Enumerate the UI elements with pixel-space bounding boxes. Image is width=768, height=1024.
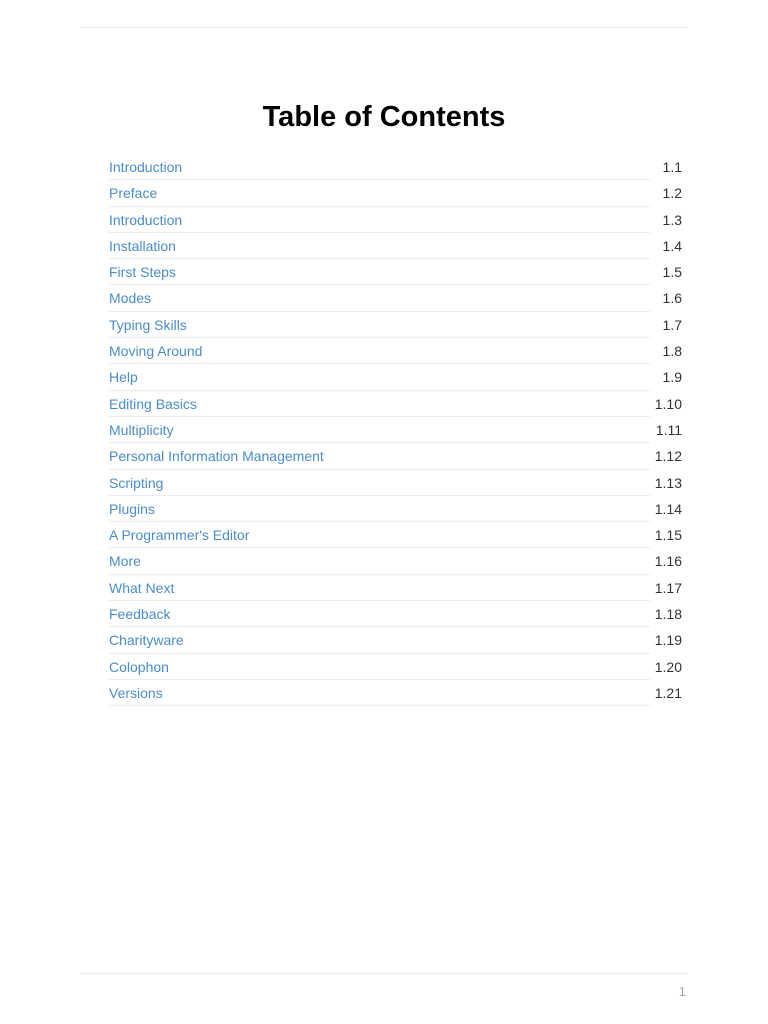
toc-number: 1.18 xyxy=(654,606,682,623)
toc-entry xyxy=(109,627,684,653)
toc-entry xyxy=(109,496,684,522)
toc-link[interactable]: More xyxy=(109,553,141,570)
toc-entry xyxy=(109,338,684,364)
toc-number: 1.6 xyxy=(662,290,682,307)
table-of-contents xyxy=(109,154,684,706)
toc-entry xyxy=(109,285,684,311)
toc-entry xyxy=(109,364,684,390)
toc-entry xyxy=(109,391,684,417)
toc-link[interactable]: Feedback xyxy=(109,606,171,623)
toc-link[interactable]: Scripting xyxy=(109,474,164,491)
toc-link[interactable]: Installation xyxy=(109,237,176,254)
toc-link[interactable]: Multiplicity xyxy=(109,421,174,438)
header-divider xyxy=(80,27,688,28)
toc-link[interactable]: Introduction xyxy=(109,159,183,175)
toc-number: 1.5 xyxy=(662,264,682,281)
toc-number: 1.7 xyxy=(662,316,682,333)
toc-link[interactable]: Versions xyxy=(109,684,163,701)
toc-number: 1.12 xyxy=(654,448,682,465)
toc-number: 1.21 xyxy=(654,684,682,701)
toc-number: 1.20 xyxy=(654,658,682,675)
toc-number: 1.13 xyxy=(654,474,682,491)
toc-entry xyxy=(109,154,684,180)
footer-divider xyxy=(80,973,688,974)
toc-number: 1.2 xyxy=(662,185,682,202)
toc-link[interactable]: Introduction xyxy=(109,211,183,228)
toc-number: 1.19 xyxy=(654,632,682,649)
toc-number: 1.4 xyxy=(662,237,682,254)
page-number: 1 xyxy=(678,984,686,999)
toc-link[interactable]: What Next xyxy=(109,579,175,596)
toc-entry xyxy=(109,417,684,443)
toc-entry xyxy=(109,680,684,706)
toc-entry xyxy=(109,548,684,574)
toc-number: 1.10 xyxy=(654,395,682,412)
toc-link[interactable]: First Steps xyxy=(109,264,176,281)
toc-entry xyxy=(109,601,684,627)
toc-entry xyxy=(109,259,684,285)
toc-number: 1.9 xyxy=(662,369,682,386)
toc-number: 1.3 xyxy=(662,211,682,228)
toc-link[interactable]: Personal Information Management xyxy=(109,448,324,465)
toc-entry xyxy=(109,443,684,469)
toc-link[interactable]: A Programmer's Editor xyxy=(109,527,250,544)
toc-number: 1.11 xyxy=(655,421,682,438)
toc-link[interactable]: Moving Around xyxy=(109,343,203,360)
toc-number: 1.16 xyxy=(654,553,682,570)
toc-entry xyxy=(109,207,684,233)
toc-link[interactable]: Editing Basics xyxy=(109,395,197,412)
toc-link[interactable]: Help xyxy=(109,369,138,386)
toc-link[interactable]: Preface xyxy=(109,185,158,202)
toc-link[interactable]: Charityware xyxy=(109,632,184,649)
toc-entry xyxy=(109,180,684,206)
toc-entry xyxy=(109,233,684,259)
toc-link[interactable]: Plugins xyxy=(109,500,155,517)
toc-divider xyxy=(109,705,650,706)
toc-entry xyxy=(109,312,684,338)
toc-number: 1.15 xyxy=(654,527,682,544)
toc-number: 1.8 xyxy=(662,343,682,360)
toc-number: 1.17 xyxy=(654,579,682,596)
toc-entry xyxy=(109,470,684,496)
toc-link[interactable]: Modes xyxy=(109,290,152,307)
toc-entry xyxy=(109,654,684,680)
page-title: Table of Contents xyxy=(262,101,506,133)
toc-entry xyxy=(109,522,684,548)
toc-entry xyxy=(109,575,684,601)
toc-link[interactable]: Colophon xyxy=(109,658,169,675)
toc-number: 1.1 xyxy=(662,159,682,175)
toc-link[interactable]: Typing Skills xyxy=(109,316,187,333)
toc-number: 1.14 xyxy=(654,500,682,517)
